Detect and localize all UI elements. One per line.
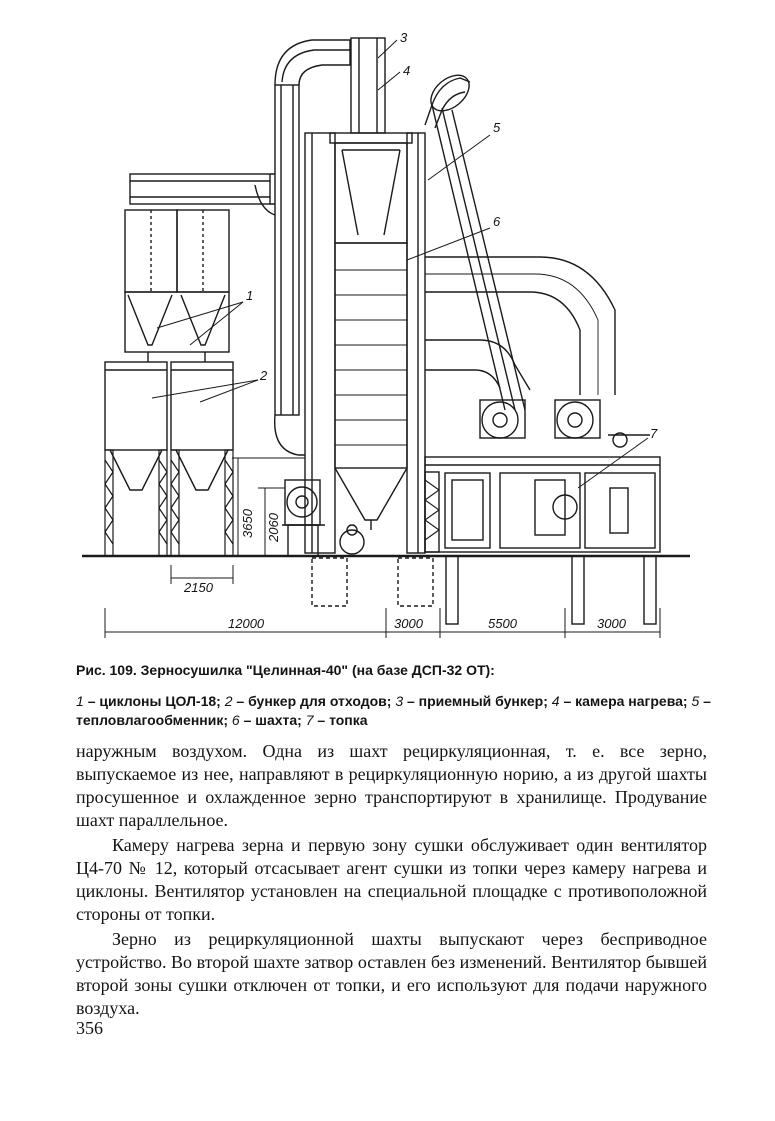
waste-bunkers-group <box>105 362 233 556</box>
legend-num: 6 <box>231 712 240 728</box>
cyclones-group <box>125 174 270 362</box>
callout-3: 3 <box>400 30 408 45</box>
legend-num: 7 <box>305 712 314 728</box>
left-fan <box>275 415 325 556</box>
furnace-piers <box>446 556 656 624</box>
dim-5500: 5500 <box>488 616 517 631</box>
grain-dryer-drawing <box>60 10 700 650</box>
dim-2150: 2150 <box>184 580 213 595</box>
dim-2060: 2060 <box>266 513 281 542</box>
legend-text: – циклоны ЦОЛ-18; <box>87 693 221 709</box>
callout-6: 6 <box>493 214 501 229</box>
dim-3000b: 3000 <box>597 616 626 631</box>
legend-text: – тепловлагообменник; <box>76 693 711 728</box>
legend-text: – топка <box>317 712 368 728</box>
callout-2: 2 <box>260 368 268 383</box>
legend-num: 4 <box>551 693 560 709</box>
supply-duct <box>255 40 350 415</box>
right-duct <box>425 257 650 447</box>
heat-exchanger-duct <box>424 68 525 410</box>
dim-12000: 12000 <box>228 616 265 631</box>
page-number: 356 <box>76 1018 103 1038</box>
body-text <box>76 740 707 1020</box>
callout-5: 5 <box>493 120 501 135</box>
figure-legend <box>76 692 716 730</box>
paragraph: Зерно из рециркуляционной шахты выпускают через бесприводное устройство. Во второй шахте затвор оставлен без изменений. Вентилятор бывшей второй зоны сушки отключен от топки, и его используют для подачи наружного воздуха. <box>76 929 707 1018</box>
paragraph: Камеру нагрева зерна и первую зону сушки обслуживает один вентилятор Ц4-70 № 12, который отсасывает агент сушки из топки через камеру нагрева и циклоны. Вентилятор установлен на специальной площадке с противоположной стороны от топки. <box>76 835 707 924</box>
legend-text: – шахта; <box>243 712 302 728</box>
legend-text: – камера нагрева; <box>563 693 688 709</box>
legend-num: 3 <box>395 693 404 709</box>
legend-num: 5 <box>691 693 700 709</box>
figure-caption <box>76 660 736 682</box>
dryer-shaft <box>305 38 425 554</box>
foundations <box>312 558 433 606</box>
legend-text: – бункер для отходов; <box>236 693 392 709</box>
furnace <box>425 457 660 552</box>
legend-num: 1 <box>76 693 84 709</box>
legend-text: – приемный бункер; <box>407 693 548 709</box>
callout-7: 7 <box>650 426 658 441</box>
legend-num: 2 <box>224 693 233 709</box>
paragraph: наружным воздухом. Одна из шахт рециркуляционная, т. е. все зерно, выпускаемое из нее, направляют в рециркуляционную норию, а из другой шахты просушенное и охлажденное зерно транспортируют в хранилище. Продувание шахт параллельное. <box>76 741 707 830</box>
figure-title: Рис. 109. Зерносушилка "Целинная-40" (на базе ДСП-32 ОТ): <box>76 662 495 678</box>
dim-3650: 3650 <box>240 509 255 538</box>
callout-1: 1 <box>246 288 254 303</box>
dim-3000a: 3000 <box>394 616 423 631</box>
callout-4: 4 <box>403 63 411 78</box>
